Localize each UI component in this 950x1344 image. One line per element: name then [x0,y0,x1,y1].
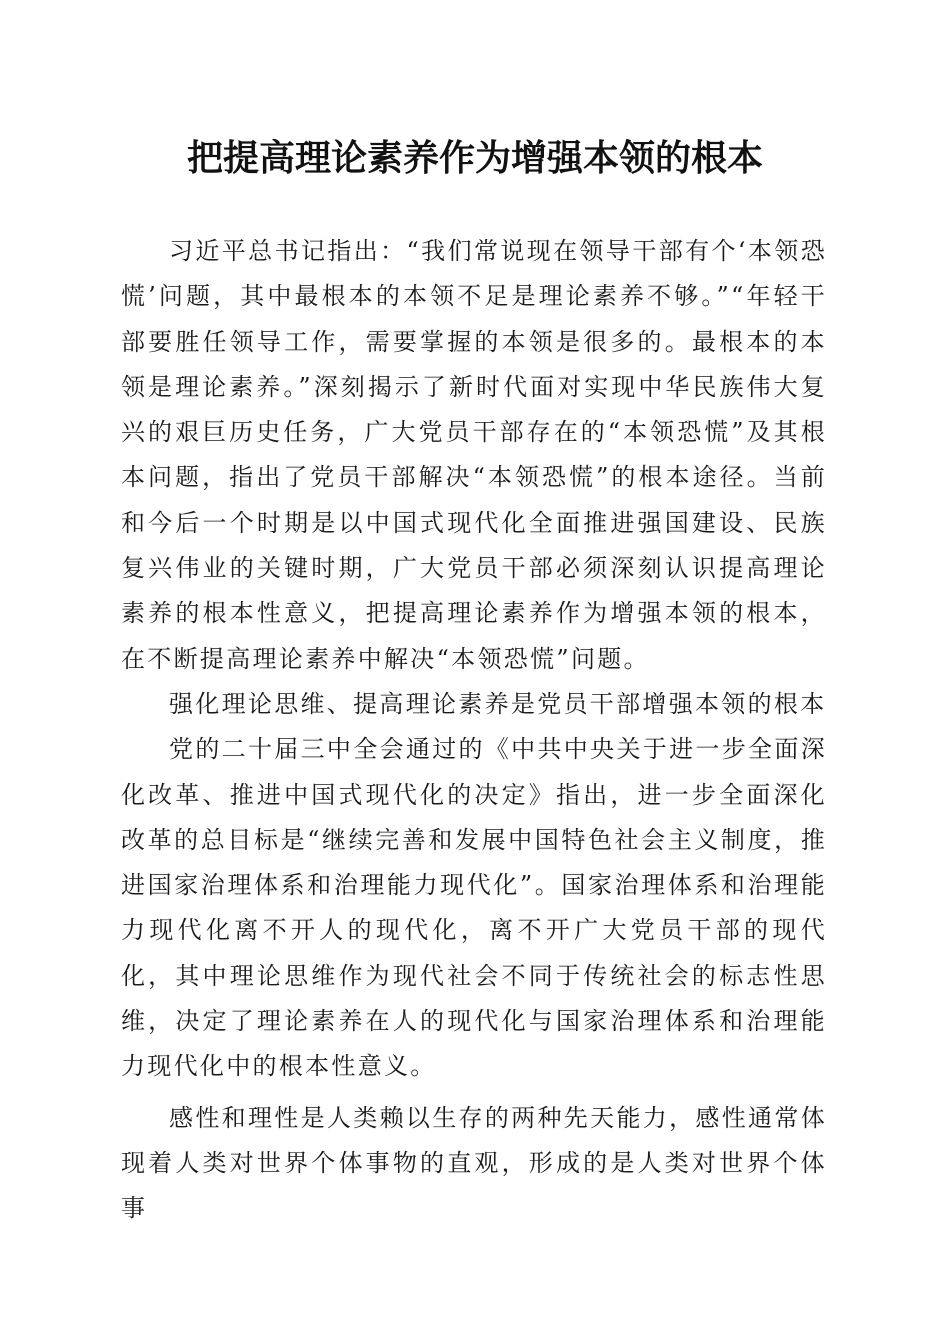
paragraph-decision: 党的二十届三中全会通过的《中共中央关于进一步全面深化改革、推进中国式现代化的决定》指出，进一步全面深化改革的总目标是“继续完善和发展中国特色社会主义制度，推进国家治理体系和治理能力现代化”。国家治理体系和治理能力现代化离不开人的现代化，离不开广大党员干部的现代化，其中理论思维作为现代社会不同于传统社会的标志性思维，决定了理论素养在人的现代化与国家治理体系和治理能力现代化中的根本性意义。 [121,735,827,1081]
paragraph-perception: 感性和理性是人类赖以生存的两种先天能力，感性通常体现着人类对世界个体事物的直观，形成的是人类对世界个体事 [121,1103,827,1223]
section-heading: 强化理论思维、提高理论素养是党员干部增强本领的根本 [169,689,827,718]
document-body [121,229,827,1232]
document-title: 把提高理论素养作为增强本领的根本 [186,137,763,179]
paragraph-intro: 习近平总书记指出：“我们常说现在领导干部有个‘本领恐慌’问题，其中最根本的本领不足是理论素养不够。”“年轻干部要胜任领导工作，需要掌握的本领是很多的。最根本的本领是理论素养。”深刻揭示了新时代面对实现中华民族伟大复兴的艰巨历史任务，广大党员干部存在的“本领恐慌”及其根本问题，指出了党员干部解决“本领恐慌”的根本途径。当前和今后一个时期是以中国式现代化全面推进强国建设、民族复兴伟业的关键时期，广大党员干部必须深刻认识提高理论素养的根本性意义，把提高理论素养作为增强本领的根本，在不断提高理论素养中解决“本领恐慌”问题。 [121,237,827,673]
